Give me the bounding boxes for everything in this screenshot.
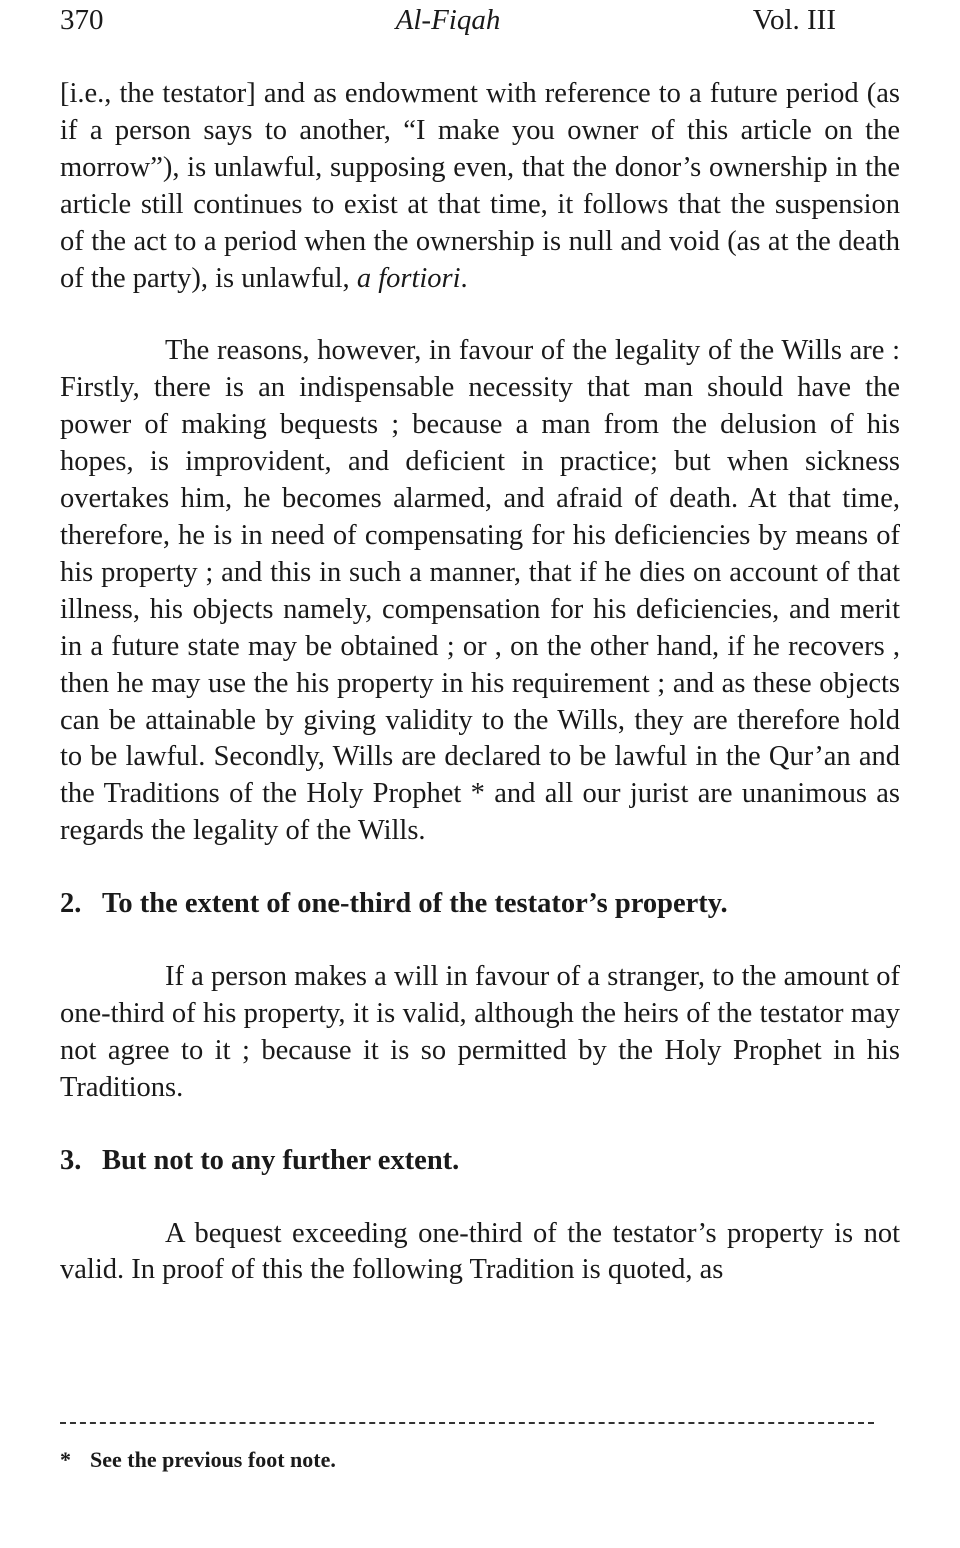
section-heading-2 (60, 886, 900, 923)
paragraph-3: If a person makes a will in favour of a stranger, to the amount of one-third of his property, it is valid, although the heirs of the testator may not agree to it ; because it is so permitted by the Holy Prophet in his Traditions. (60, 961, 900, 1103)
section-number-2: 2. (60, 888, 82, 920)
page-body (60, 76, 900, 1289)
section-title-2: To the extent of one-third of the testator’s property. (102, 888, 728, 920)
page-number: 370 (60, 4, 104, 36)
paragraph-4: A bequest exceeding one-third of the testator’s property is not valid. In proof of this the following Tradition is quoted, as (60, 1217, 900, 1286)
paragraph-1-text: [i.e., the testator] and as endowment with reference to a future period (as if a person says to another, “I make you owner of this article on the morrow”), is unlawful, supposing even, that the donor’s ownership in the article still continues to exist at that time, it follows that the suspension of the act to a period when the ownership is null and void (as at the death of the party), is unlawful, (60, 78, 900, 294)
footnote-divider (60, 1422, 874, 1424)
running-header (60, 4, 836, 44)
paragraph-1 (60, 76, 900, 297)
section-title-3: But not to any further extent. (102, 1144, 460, 1176)
footnote-text: See the previous foot note. (90, 1447, 336, 1472)
paragraph-2: The reasons, however, in favour of the legality of the Wills are : Firstly, there is an indispensable necessity that man should have the power of making bequests ; because a man from the delusion of his hopes, is improvident, and deficient in practice; but when sickness overtakes him, he becomes alarmed, and afraid of death. At that time, therefore, he is in need of compensating for his deficiencies by means of his property ; and this in such a manner, that if he dies on account of that illness, his objects namely, compensation for his deficiencies, and merit in a future state may be obtained ; or , on the other hand, if he recovers , then he may use the his property in his requirement ; and as these objects can be attainable by giving validity to the Wills, they are therefore hold to be lawful. Secondly, Wills are declared to be lawful in the Qur’an and the Traditions of the Holy Prophet * and all our jurist are unanimous as regards the legality of the Wills. (60, 335, 900, 847)
paragraph-1-end: . (460, 262, 468, 294)
section-number-3: 3. (60, 1144, 82, 1176)
footnote-marker: * (60, 1447, 71, 1472)
section-heading-3 (60, 1143, 900, 1180)
paragraph-1-emphasis: a fortiori (356, 262, 461, 294)
book-title: Al-Fiqah (395, 4, 501, 36)
volume-label: Vol. III (752, 4, 836, 36)
footnote (60, 1447, 336, 1473)
